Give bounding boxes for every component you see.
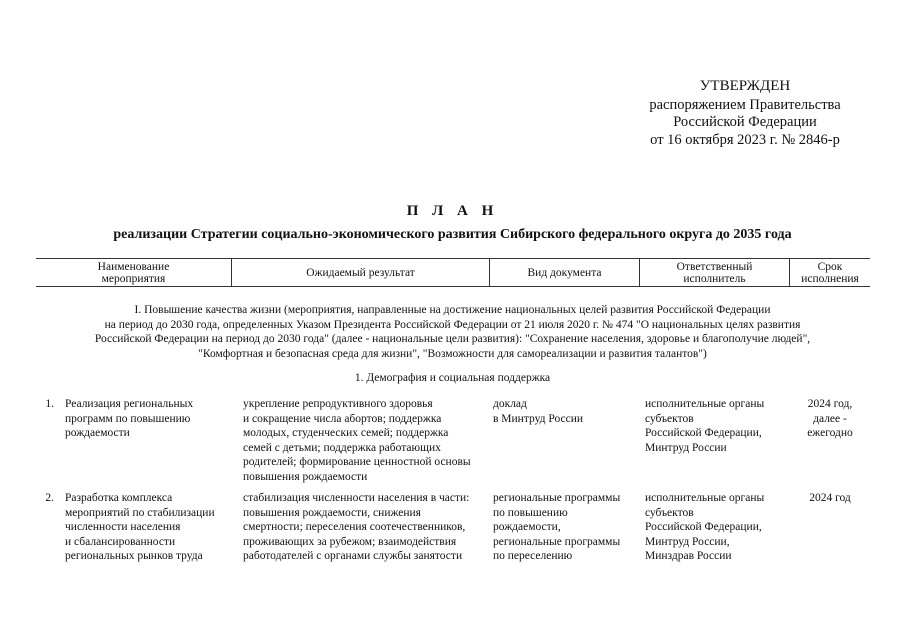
cell-line: работодателей с органами службы занятости: [243, 550, 463, 562]
cell-line: региональные программы: [493, 492, 621, 504]
cell-line: исполнительные органы: [645, 492, 765, 504]
cell-line: мероприятий по стабилизации: [65, 506, 215, 519]
row-responsible: [645, 397, 785, 455]
cell-line: программ по повышению: [65, 412, 191, 425]
row-result: [243, 397, 483, 484]
section-line: I. Повышение качества жизни (мероприятия, направленные на достижение национальных целей развития Российской Федерации: [134, 304, 771, 316]
cell-line: по повышению: [493, 506, 568, 519]
cell-line: численности населения: [65, 521, 181, 533]
header-text: исполнения: [801, 272, 859, 285]
row-term: [795, 491, 865, 506]
cell-line: далее -: [813, 412, 847, 425]
section-line: Российской Федерации на период до 2030 года" (далее - национальные цели развития): "Сохранение населения, здоровье и благополучие людей",: [94, 333, 811, 345]
cell-line: 2024 год,: [807, 398, 853, 410]
cell-line: стабилизация численности населения в части:: [243, 492, 470, 504]
cell-line: рождаемости,: [493, 521, 561, 533]
cell-line: родителей; формирование ценностной основы: [243, 456, 471, 468]
row-number: 2.: [45, 492, 54, 504]
cell-line: Минтруд России,: [645, 535, 730, 548]
row-name: [65, 397, 230, 441]
cell-line: по переселению: [493, 550, 573, 562]
approval-block: [630, 78, 860, 149]
row-result: [243, 491, 483, 564]
header-cell-result: [232, 259, 490, 286]
approval-line: распоряжением Правительства: [649, 96, 841, 113]
cell-line: исполнительные органы: [645, 398, 765, 410]
row-responsible: [645, 491, 785, 564]
plan-subtitle: реализации Стратегии социально-экономического развития Сибирского федерального округа до 2035 года: [113, 227, 792, 242]
cell-line: в Минтруд России: [493, 412, 584, 425]
header-text: Вид документа: [527, 266, 602, 279]
cell-line: ежегодно: [807, 427, 853, 439]
cell-line: Российской Федерации,: [645, 427, 762, 439]
cell-line: и сокращение числа абортов; поддержка: [243, 412, 442, 425]
section-line: "Комфортная и безопасная среда для жизни", "Возможности для самореализации и развития талантов"): [198, 347, 707, 360]
row-name: [65, 491, 230, 564]
header-text: Срок: [817, 260, 843, 273]
cell-line: и сбалансированности: [65, 535, 176, 548]
header-text: Ожидаемый результат: [306, 266, 415, 279]
header-cell-responsible: [640, 259, 790, 286]
row-number: 1.: [45, 398, 54, 410]
cell-line: проживающих за рубежом; взаимодействия: [243, 535, 457, 548]
section-line: на период до 2030 года, определенных Указом Президента Российской Федерации от 21 июля 2020 г. № 474 "О национальных целях развития: [104, 318, 801, 331]
approval-heading: УТВЕРЖДЕН: [699, 78, 791, 94]
cell-line: Минздрав России: [645, 550, 732, 562]
approval-line: Российской Федерации: [673, 114, 817, 130]
cell-line: смертности; переселения соотечественников,: [243, 521, 466, 533]
plan-title: П Л А Н: [406, 203, 499, 219]
cell-line: доклад: [493, 398, 527, 410]
table-header: [36, 258, 870, 287]
cell-line: региональные программы: [493, 535, 621, 548]
header-cell-document: [490, 259, 640, 286]
header-text: Наименование: [97, 260, 170, 273]
cell-line: 2024 год: [809, 492, 851, 504]
cell-line: Минтруд России: [645, 441, 727, 454]
header-text: Ответственный: [676, 260, 753, 273]
subsection-heading: 1. Демография и социальная поддержка: [354, 372, 551, 384]
cell-line: молодых, студенческих семей; поддержка: [243, 427, 449, 439]
cell-line: Российской Федерации,: [645, 521, 762, 533]
cell-line: укрепление репродуктивного здоровья: [243, 398, 433, 410]
cell-line: повышения рождаемости, снижения: [243, 506, 421, 519]
header-cell-term: [790, 259, 870, 286]
cell-line: Реализация региональных: [65, 398, 194, 410]
row-document: [493, 397, 633, 426]
cell-line: субъектов: [645, 506, 694, 519]
header-text: исполнитель: [683, 272, 746, 285]
cell-line: субъектов: [645, 412, 694, 425]
row-document: [493, 491, 633, 564]
cell-line: повышения рождаемости: [243, 470, 368, 483]
cell-line: Разработка комплекса: [65, 492, 173, 504]
cell-line: семей с детьми; поддержка работающих: [243, 441, 441, 454]
cell-line: рождаемости: [65, 427, 130, 439]
header-cell-name: [36, 259, 232, 286]
row-term: [795, 397, 865, 441]
approval-line: от 16 октября 2023 г. № 2846-р: [650, 131, 840, 148]
section-heading: [60, 303, 845, 361]
header-text: мероприятия: [101, 272, 166, 285]
cell-line: региональных рынков труда: [65, 550, 203, 562]
